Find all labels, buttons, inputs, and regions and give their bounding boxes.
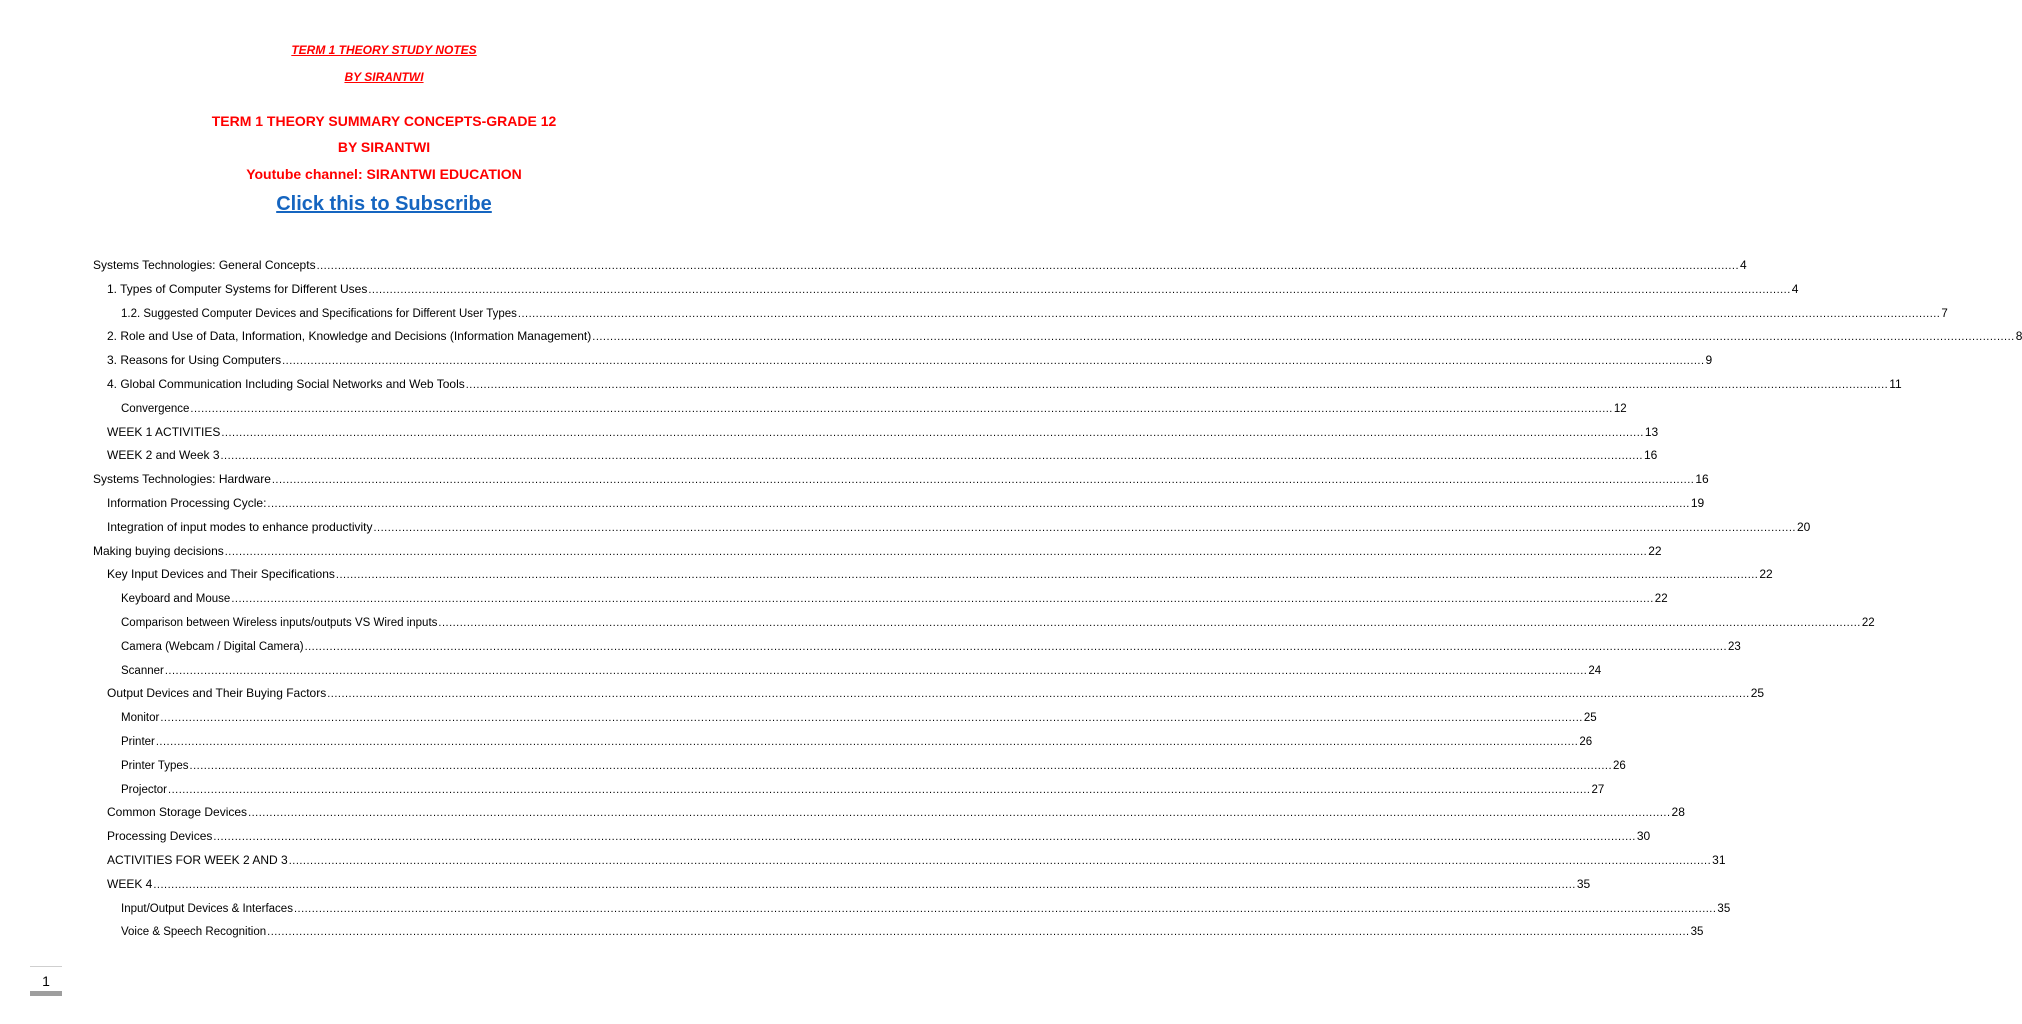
toc-entry-title: Systems Technologies: Hardware <box>93 472 271 487</box>
toc-dot-leader: ................................................................................................................................................................................................................................................................................................................................................................................................................ <box>304 640 1728 653</box>
toc-entry[interactable] <box>107 565 1773 582</box>
toc-entry-page: 19 <box>1690 496 1705 510</box>
toc-entry-page: 27 <box>1591 783 1605 796</box>
toc-entry-page: 25 <box>1750 686 1765 701</box>
toc-entry-page: 35 <box>1576 876 1591 891</box>
toc-entry-page: 13 <box>1644 424 1659 439</box>
toc-entry-page: 35 <box>1690 926 1704 939</box>
toc-entry-title: Common Storage Devices <box>107 805 248 820</box>
youtube-channel: Youtube channel: SIRANTWI EDUCATION <box>246 166 522 182</box>
toc-dot-leader: ................................................................................................................................................................................................................................................................................................................................................................................................................ <box>282 355 1705 368</box>
toc-dot-leader: ................................................................................................................................................................................................................................................................................................................................................................................................................ <box>248 807 1671 820</box>
toc-entry-title: WEEK 2 and Week 3 <box>107 448 220 463</box>
toc-entry-title: Convergence <box>121 402 190 415</box>
toc-dot-leader: ................................................................................................................................................................................................................................................................................................................................................................................................................ <box>592 331 2015 344</box>
toc-entry-title: Projector <box>121 783 168 796</box>
toc-entry[interactable] <box>121 756 1626 772</box>
toc-entry[interactable] <box>93 542 1662 558</box>
toc-entry-title: 2. Role and Use of Data, Information, Knowledge and Decisions (Information Management) <box>107 329 592 344</box>
toc-entry-title: Key Input Devices and Their Specifications <box>107 567 335 582</box>
toc-entry-title: Scanner <box>121 664 164 677</box>
toc-entry[interactable] <box>107 518 1811 534</box>
toc-entry[interactable] <box>107 446 1658 463</box>
toc-entry-title: 1. Types of Computer Systems for Different Uses <box>107 281 368 296</box>
toc-dot-leader: ................................................................................................................................................................................................................................................................................................................................................................................................................ <box>373 521 1796 534</box>
toc-entry[interactable] <box>121 922 1704 939</box>
toc-entry[interactable] <box>121 780 1605 796</box>
page-number: 1 <box>30 966 62 989</box>
toc-entry[interactable] <box>93 256 1747 272</box>
toc-dot-leader: ................................................................................................................................................................................................................................................................................................................................................................................................................ <box>335 569 1759 582</box>
toc-dot-leader: ................................................................................................................................................................................................................................................................................................................................................................................................................ <box>221 426 1644 439</box>
toc-entry-title: Output Devices and Their Buying Factors <box>107 686 327 701</box>
toc-entry-title: Printer <box>121 736 155 748</box>
toc-entry[interactable] <box>121 399 1627 415</box>
toc-entry[interactable] <box>121 661 1602 677</box>
toc-entry-title: Systems Technologies: General Concepts <box>93 258 316 272</box>
toc-entry-page: 11 <box>1889 377 1902 391</box>
toc-entry-title: 4. Global Communication Including Social Networks and Web Tools <box>107 377 465 391</box>
toc-entry[interactable] <box>93 470 1709 487</box>
toc-entry-page: 16 <box>1643 448 1658 463</box>
toc-entry[interactable] <box>107 423 1659 439</box>
toc-entry[interactable] <box>107 351 1713 368</box>
toc-entry-title: Printer Types <box>121 759 189 772</box>
toc-dot-leader: ................................................................................................................................................................................................................................................................................................................................................................................................................ <box>168 783 1591 796</box>
toc-entry[interactable] <box>107 684 1765 701</box>
toc-entry-page: 25 <box>1583 712 1597 725</box>
toc-entry[interactable] <box>121 732 1593 748</box>
toc-entry[interactable] <box>121 899 1731 915</box>
toc-dot-leader: ................................................................................................................................................................................................................................................................................................................................................................................................................ <box>164 664 1588 677</box>
toc-entry-page: 22 <box>1861 617 1875 629</box>
subscribe-link[interactable]: Click this to Subscribe <box>276 193 492 215</box>
toc-entry[interactable] <box>107 494 1705 510</box>
toc-entry-page: 31 <box>1712 853 1726 867</box>
toc-entry-page: 16 <box>1695 472 1709 487</box>
toc-entry[interactable] <box>107 827 1651 844</box>
toc-entry-title: Voice & Speech Recognition <box>121 926 267 939</box>
toc-entry[interactable] <box>107 875 1591 891</box>
toc-entry[interactable] <box>107 280 1799 296</box>
toc-dot-leader: ................................................................................................................................................................................................................................................................................................................................................................................................................ <box>271 474 1695 487</box>
toc-dot-leader: ................................................................................................................................................................................................................................................................................................................................................................................................................ <box>368 283 1791 296</box>
toc-dot-leader: ................................................................................................................................................................................................................................................................................................................................................................................................................ <box>224 545 1648 558</box>
toc-entry-page: 30 <box>1636 829 1651 844</box>
toc-entry-page: 20 <box>1796 519 1811 534</box>
toc-entry-page: 8 <box>2015 329 2022 344</box>
toc-dot-leader: ................................................................................................................................................................................................................................................................................................................................................................................................................ <box>293 902 1717 915</box>
toc-entry[interactable] <box>107 851 1726 867</box>
toc-entry-title: Comparison between Wireless inputs/outputs VS Wired inputs <box>121 617 438 629</box>
toc-dot-leader: ................................................................................................................................................................................................................................................................................................................................................................................................................ <box>438 617 1861 629</box>
toc-entry[interactable] <box>121 304 1948 320</box>
toc-entry-page: 26 <box>1579 736 1593 748</box>
toc-dot-leader: ................................................................................................................................................................................................................................................................................................................................................................................................................ <box>267 926 1690 939</box>
toc-dot-leader: ................................................................................................................................................................................................................................................................................................................................................................................................................ <box>155 736 1579 748</box>
toc-entry-page: 23 <box>1728 640 1741 653</box>
toc-entry-title: 1.2. Suggested Computer Devices and Specifications for Different User Types <box>121 307 517 320</box>
toc-entry-title: Camera (Webcam / Digital Camera) <box>121 640 304 653</box>
toc-entry-page: 28 <box>1671 805 1685 820</box>
toc-entry-page: 12 <box>1613 402 1627 415</box>
toc-entry-page: 4 <box>1740 258 1747 272</box>
toc-entry-title: Keyboard and Mouse <box>121 593 231 606</box>
toc-entry-title: WEEK 4 <box>107 876 153 891</box>
toc-dot-leader: ................................................................................................................................................................................................................................................................................................................................................................................................................ <box>160 712 1583 725</box>
toc-dot-leader: ................................................................................................................................................................................................................................................................................................................................................................................................................ <box>220 450 1643 463</box>
page-number-bar <box>30 991 62 996</box>
toc-dot-leader: ................................................................................................................................................................................................................................................................................................................................................................................................................ <box>288 855 1712 867</box>
toc-dot-leader: ................................................................................................................................................................................................................................................................................................................................................................................................................ <box>517 307 1941 320</box>
toc-entry-title: ACTIVITIES FOR WEEK 2 AND 3 <box>107 853 288 867</box>
toc-dot-leader: ................................................................................................................................................................................................................................................................................................................................................................................................................ <box>231 593 1654 606</box>
toc-entry-title: WEEK 1 ACTIVITIES <box>107 424 221 439</box>
toc-entry[interactable] <box>121 637 1741 653</box>
toc-dot-leader: ................................................................................................................................................................................................................................................................................................................................................................................................................ <box>267 498 1690 510</box>
toc-entry-page: 7 <box>1941 307 1948 320</box>
toc-entry-title: 3. Reasons for Using Computers <box>107 353 282 368</box>
toc-entry-title: Integration of input modes to enhance productivity <box>107 519 373 534</box>
toc-entry-page: 24 <box>1588 664 1602 677</box>
toc-entry[interactable] <box>107 803 1685 820</box>
toc-dot-leader: ................................................................................................................................................................................................................................................................................................................................................................................................................ <box>316 260 1740 272</box>
summary-author: BY SIRANTWI <box>337 139 431 155</box>
toc-entry-title: Monitor <box>121 712 160 725</box>
toc-dot-leader: ................................................................................................................................................................................................................................................................................................................................................................................................................ <box>213 831 1636 844</box>
toc-entry-title: Processing Devices <box>107 829 213 844</box>
toc-dot-leader: ................................................................................................................................................................................................................................................................................................................................................................................................................ <box>153 878 1576 891</box>
toc-dot-leader: ................................................................................................................................................................................................................................................................................................................................................................................................................ <box>327 688 1750 701</box>
toc-entry-page: 4 <box>1791 281 1799 296</box>
toc-entry-page: 22 <box>1759 567 1773 582</box>
toc-entry-page: 9 <box>1705 353 1713 368</box>
toc-entry-title: Information Processing Cycle: <box>107 496 267 510</box>
notes-author: BY SIRANTWI <box>344 70 424 84</box>
toc-entry[interactable] <box>107 375 1902 391</box>
toc-entry[interactable] <box>121 589 1668 606</box>
toc-entry[interactable] <box>121 613 1875 629</box>
notes-title: TERM 1 THEORY STUDY NOTES <box>291 43 477 57</box>
toc-entry[interactable] <box>107 327 2022 344</box>
toc-dot-leader: ................................................................................................................................................................................................................................................................................................................................................................................................................ <box>465 379 1889 391</box>
toc-entry-page: 22 <box>1654 593 1668 606</box>
toc-dot-leader: ................................................................................................................................................................................................................................................................................................................................................................................................................ <box>189 759 1613 772</box>
toc-entry-page: 22 <box>1648 543 1662 558</box>
toc-entry-title: Input/Output Devices & Interfaces <box>121 902 293 915</box>
toc-entry[interactable] <box>121 708 1597 725</box>
toc-entry-title: Making buying decisions <box>93 543 224 558</box>
toc-entry-page: 35 <box>1717 902 1731 915</box>
toc-dot-leader: ................................................................................................................................................................................................................................................................................................................................................................................................................ <box>190 402 1613 415</box>
summary-title: TERM 1 THEORY SUMMARY CONCEPTS-GRADE 12 <box>211 113 557 129</box>
toc-entry-page: 26 <box>1613 759 1626 772</box>
